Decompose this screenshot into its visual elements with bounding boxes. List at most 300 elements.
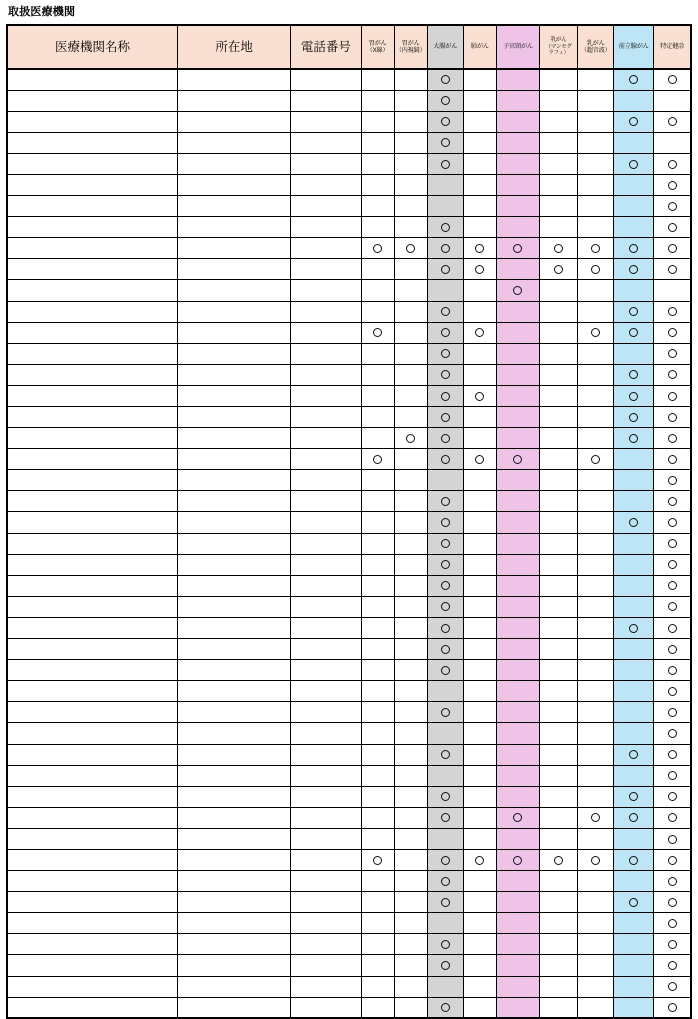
cell-phone-number xyxy=(291,364,361,385)
cell-colon xyxy=(427,934,463,955)
cell-lung xyxy=(463,132,496,153)
cell-stomach_x xyxy=(361,238,394,259)
circle-mark-icon xyxy=(475,856,484,865)
cell-lung xyxy=(463,533,496,554)
page-title: 取扱医療機関 xyxy=(8,6,76,18)
cell-stomach_x xyxy=(361,69,394,90)
cell-checkup xyxy=(654,533,691,554)
cell-address xyxy=(177,259,290,280)
cell-lung xyxy=(463,723,496,744)
circle-mark-icon xyxy=(668,181,677,190)
cell-stomach_x xyxy=(361,723,394,744)
cell-institution-name xyxy=(7,554,177,575)
table-row xyxy=(7,512,691,533)
cell-lung xyxy=(463,997,496,1018)
cell-prostate xyxy=(614,913,654,934)
cell-lung xyxy=(463,744,496,765)
cell-address xyxy=(177,280,290,301)
cell-institution-name xyxy=(7,407,177,428)
cell-phone-number xyxy=(291,217,361,238)
circle-mark-icon xyxy=(668,434,677,443)
column-header-breast_us: 乳がん （超音波） xyxy=(578,25,614,69)
circle-mark-icon xyxy=(629,750,638,759)
cell-stomach_x xyxy=(361,660,394,681)
circle-mark-icon xyxy=(441,117,450,126)
cell-institution-name xyxy=(7,807,177,828)
cell-prostate xyxy=(614,892,654,913)
cell-stomach_x xyxy=(361,765,394,786)
cell-colon xyxy=(427,449,463,470)
cell-breast_us xyxy=(578,807,614,828)
cell-stomach_x xyxy=(361,554,394,575)
cell-stomach_e xyxy=(394,111,427,132)
cell-cervix xyxy=(496,238,539,259)
cell-address xyxy=(177,512,290,533)
cell-institution-name xyxy=(7,681,177,702)
cell-breast_mg xyxy=(540,660,578,681)
column-header-lung: 肺がん xyxy=(463,25,496,69)
cell-checkup xyxy=(654,723,691,744)
circle-mark-icon xyxy=(629,813,638,822)
cell-address xyxy=(177,301,290,322)
circle-mark-icon xyxy=(441,750,450,759)
cell-breast_us xyxy=(578,132,614,153)
cell-checkup xyxy=(654,681,691,702)
cell-institution-name xyxy=(7,512,177,533)
cell-stomach_e xyxy=(394,533,427,554)
cell-address xyxy=(177,849,290,870)
table-row xyxy=(7,322,691,343)
cell-stomach_e xyxy=(394,217,427,238)
cell-cervix xyxy=(496,892,539,913)
table-header xyxy=(7,25,691,69)
cell-address xyxy=(177,153,290,174)
circle-mark-icon xyxy=(668,792,677,801)
cell-breast_mg xyxy=(540,744,578,765)
cell-breast_mg xyxy=(540,174,578,195)
cell-breast_mg xyxy=(540,575,578,596)
cell-stomach_e xyxy=(394,786,427,807)
cell-stomach_e xyxy=(394,892,427,913)
cell-prostate xyxy=(614,407,654,428)
cell-phone-number xyxy=(291,575,361,596)
cell-stomach_e xyxy=(394,301,427,322)
cell-phone-number xyxy=(291,111,361,132)
cell-checkup xyxy=(654,153,691,174)
circle-mark-icon xyxy=(591,328,600,337)
cell-stomach_e xyxy=(394,575,427,596)
cell-breast_us xyxy=(578,723,614,744)
cell-checkup xyxy=(654,744,691,765)
cell-checkup xyxy=(654,765,691,786)
table-row xyxy=(7,681,691,702)
cell-address xyxy=(177,69,290,90)
circle-mark-icon xyxy=(629,265,638,274)
cell-breast_mg xyxy=(540,217,578,238)
cell-breast_mg xyxy=(540,322,578,343)
cell-breast_us xyxy=(578,892,614,913)
cell-breast_us xyxy=(578,871,614,892)
cell-breast_us xyxy=(578,744,614,765)
circle-mark-icon xyxy=(629,117,638,126)
circle-mark-icon xyxy=(591,813,600,822)
cell-phone-number xyxy=(291,828,361,849)
cell-lung xyxy=(463,660,496,681)
cell-prostate xyxy=(614,871,654,892)
table-header-row xyxy=(7,25,691,69)
cell-prostate xyxy=(614,807,654,828)
cell-stomach_e xyxy=(394,132,427,153)
cell-address xyxy=(177,533,290,554)
circle-mark-icon xyxy=(629,392,638,401)
cell-breast_mg xyxy=(540,871,578,892)
circle-mark-icon xyxy=(629,434,638,443)
cell-colon xyxy=(427,322,463,343)
cell-stomach_e xyxy=(394,196,427,217)
cell-breast_mg xyxy=(540,913,578,934)
cell-colon xyxy=(427,153,463,174)
cell-breast_us xyxy=(578,955,614,976)
cell-lung xyxy=(463,596,496,617)
circle-mark-icon xyxy=(475,265,484,274)
circle-mark-icon xyxy=(629,856,638,865)
cell-stomach_x xyxy=(361,132,394,153)
circle-mark-icon xyxy=(668,539,677,548)
cell-checkup xyxy=(654,196,691,217)
cell-cervix xyxy=(496,259,539,280)
circle-mark-icon xyxy=(475,328,484,337)
cell-phone-number xyxy=(291,976,361,997)
cell-phone-number xyxy=(291,639,361,660)
cell-cervix xyxy=(496,744,539,765)
cell-checkup xyxy=(654,111,691,132)
table-row xyxy=(7,744,691,765)
cell-stomach_e xyxy=(394,470,427,491)
cell-colon xyxy=(427,554,463,575)
cell-institution-name xyxy=(7,90,177,111)
cell-stomach_x xyxy=(361,639,394,660)
cell-address xyxy=(177,174,290,195)
cell-lung xyxy=(463,976,496,997)
cell-cervix xyxy=(496,196,539,217)
circle-mark-icon xyxy=(668,202,677,211)
cell-address xyxy=(177,132,290,153)
table-row xyxy=(7,997,691,1018)
circle-mark-icon xyxy=(441,392,450,401)
circle-mark-icon xyxy=(668,961,677,970)
cell-institution-name xyxy=(7,871,177,892)
circle-mark-icon xyxy=(668,307,677,316)
cell-institution-name xyxy=(7,575,177,596)
column-header-stomach_e: 胃がん （内視鏡） xyxy=(394,25,427,69)
circle-mark-icon xyxy=(668,602,677,611)
circle-mark-icon xyxy=(441,223,450,232)
cell-colon xyxy=(427,828,463,849)
table-row xyxy=(7,343,691,364)
cell-lung xyxy=(463,807,496,828)
circle-mark-icon xyxy=(668,560,677,569)
circle-mark-icon xyxy=(441,349,450,358)
cell-phone-number xyxy=(291,617,361,638)
cell-breast_mg xyxy=(540,385,578,406)
cell-prostate xyxy=(614,575,654,596)
cell-stomach_x xyxy=(361,90,394,111)
cell-institution-name xyxy=(7,322,177,343)
cell-prostate xyxy=(614,428,654,449)
cell-breast_us xyxy=(578,997,614,1018)
cell-phone-number xyxy=(291,934,361,955)
circle-mark-icon xyxy=(441,75,450,84)
cell-checkup xyxy=(654,786,691,807)
cell-institution-name xyxy=(7,301,177,322)
table-row xyxy=(7,491,691,512)
cell-breast_us xyxy=(578,364,614,385)
cell-checkup xyxy=(654,596,691,617)
cell-checkup xyxy=(654,280,691,301)
circle-mark-icon xyxy=(513,856,522,865)
medical-institutions-table xyxy=(6,24,692,1019)
circle-mark-icon xyxy=(441,560,450,569)
cell-cervix xyxy=(496,153,539,174)
cell-lung xyxy=(463,512,496,533)
cell-stomach_x xyxy=(361,786,394,807)
cell-checkup xyxy=(654,322,691,343)
table-row xyxy=(7,470,691,491)
cell-phone-number xyxy=(291,301,361,322)
circle-mark-icon xyxy=(441,813,450,822)
cell-checkup xyxy=(654,554,691,575)
table-row xyxy=(7,428,691,449)
circle-mark-icon xyxy=(373,455,382,464)
cell-checkup xyxy=(654,892,691,913)
circle-mark-icon xyxy=(668,265,677,274)
circle-mark-icon xyxy=(406,244,415,253)
cell-stomach_x xyxy=(361,449,394,470)
cell-institution-name xyxy=(7,364,177,385)
cell-phone-number xyxy=(291,90,361,111)
cell-cervix xyxy=(496,428,539,449)
circle-mark-icon xyxy=(668,413,677,422)
cell-breast_mg xyxy=(540,807,578,828)
cell-institution-name xyxy=(7,913,177,934)
cell-address xyxy=(177,491,290,512)
table-row xyxy=(7,723,691,744)
cell-stomach_x xyxy=(361,533,394,554)
cell-breast_mg xyxy=(540,470,578,491)
cell-phone-number xyxy=(291,428,361,449)
circle-mark-icon xyxy=(591,265,600,274)
cell-cervix xyxy=(496,132,539,153)
cell-breast_us xyxy=(578,111,614,132)
cell-colon xyxy=(427,807,463,828)
cell-institution-name xyxy=(7,132,177,153)
circle-mark-icon xyxy=(629,792,638,801)
table-row xyxy=(7,913,691,934)
cell-cervix xyxy=(496,491,539,512)
cell-cervix xyxy=(496,913,539,934)
cell-institution-name xyxy=(7,449,177,470)
cell-checkup xyxy=(654,470,691,491)
cell-stomach_e xyxy=(394,744,427,765)
table-row xyxy=(7,660,691,681)
cell-phone-number xyxy=(291,702,361,723)
cell-cervix xyxy=(496,512,539,533)
cell-stomach_e xyxy=(394,259,427,280)
cell-address xyxy=(177,385,290,406)
cell-cervix xyxy=(496,364,539,385)
cell-stomach_e xyxy=(394,681,427,702)
circle-mark-icon xyxy=(441,160,450,169)
cell-phone-number xyxy=(291,871,361,892)
cell-colon xyxy=(427,301,463,322)
cell-lung xyxy=(463,913,496,934)
cell-stomach_x xyxy=(361,596,394,617)
cell-checkup xyxy=(654,259,691,280)
cell-cervix xyxy=(496,111,539,132)
cell-breast_mg xyxy=(540,849,578,870)
circle-mark-icon xyxy=(441,961,450,970)
cell-stomach_x xyxy=(361,259,394,280)
cell-phone-number xyxy=(291,723,361,744)
cell-phone-number xyxy=(291,892,361,913)
cell-phone-number xyxy=(291,132,361,153)
cell-prostate xyxy=(614,554,654,575)
cell-stomach_e xyxy=(394,934,427,955)
table-row xyxy=(7,575,691,596)
cell-address xyxy=(177,575,290,596)
column-header-stomach_x: 胃がん （X線） xyxy=(361,25,394,69)
cell-address xyxy=(177,892,290,913)
cell-cervix xyxy=(496,976,539,997)
cell-colon xyxy=(427,639,463,660)
circle-mark-icon xyxy=(629,898,638,907)
cell-stomach_e xyxy=(394,849,427,870)
cell-checkup xyxy=(654,174,691,195)
cell-colon xyxy=(427,407,463,428)
cell-stomach_x xyxy=(361,617,394,638)
cell-stomach_e xyxy=(394,913,427,934)
cell-cervix xyxy=(496,69,539,90)
cell-breast_us xyxy=(578,343,614,364)
circle-mark-icon xyxy=(629,413,638,422)
circle-mark-icon xyxy=(441,940,450,949)
cell-colon xyxy=(427,428,463,449)
cell-colon xyxy=(427,238,463,259)
circle-mark-icon xyxy=(373,856,382,865)
column-header-tel: 電話番号 xyxy=(291,25,361,69)
cell-cervix xyxy=(496,533,539,554)
cell-address xyxy=(177,976,290,997)
cell-breast_mg xyxy=(540,892,578,913)
cell-breast_mg xyxy=(540,259,578,280)
cell-stomach_e xyxy=(394,449,427,470)
cell-stomach_e xyxy=(394,997,427,1018)
cell-prostate xyxy=(614,786,654,807)
circle-mark-icon xyxy=(668,244,677,253)
cell-lung xyxy=(463,955,496,976)
circle-mark-icon xyxy=(441,455,450,464)
cell-prostate xyxy=(614,153,654,174)
cell-cervix xyxy=(496,765,539,786)
cell-cervix xyxy=(496,723,539,744)
column-header-prostate: 前立腺がん xyxy=(614,25,654,69)
cell-stomach_e xyxy=(394,280,427,301)
cell-checkup xyxy=(654,512,691,533)
cell-address xyxy=(177,428,290,449)
cell-checkup xyxy=(654,449,691,470)
cell-checkup xyxy=(654,807,691,828)
circle-mark-icon xyxy=(441,413,450,422)
cell-colon xyxy=(427,533,463,554)
cell-phone-number xyxy=(291,786,361,807)
table-row xyxy=(7,301,691,322)
cell-breast_us xyxy=(578,470,614,491)
cell-lung xyxy=(463,681,496,702)
cell-breast_mg xyxy=(540,407,578,428)
cell-stomach_e xyxy=(394,554,427,575)
cell-checkup xyxy=(654,871,691,892)
table-row xyxy=(7,153,691,174)
circle-mark-icon xyxy=(591,455,600,464)
cell-breast_mg xyxy=(540,132,578,153)
cell-stomach_x xyxy=(361,491,394,512)
cell-phone-number xyxy=(291,470,361,491)
cell-stomach_x xyxy=(361,301,394,322)
cell-cervix xyxy=(496,385,539,406)
cell-lung xyxy=(463,280,496,301)
cell-stomach_e xyxy=(394,639,427,660)
cell-breast_mg xyxy=(540,976,578,997)
cell-prostate xyxy=(614,449,654,470)
cell-institution-name xyxy=(7,660,177,681)
cell-stomach_e xyxy=(394,491,427,512)
cell-colon xyxy=(427,132,463,153)
circle-mark-icon xyxy=(668,223,677,232)
cell-address xyxy=(177,913,290,934)
cell-breast_mg xyxy=(540,617,578,638)
cell-prostate xyxy=(614,702,654,723)
cell-phone-number xyxy=(291,997,361,1018)
cell-breast_mg xyxy=(540,196,578,217)
cell-phone-number xyxy=(291,765,361,786)
cell-breast_mg xyxy=(540,238,578,259)
circle-mark-icon xyxy=(629,370,638,379)
cell-breast_mg xyxy=(540,512,578,533)
cell-institution-name xyxy=(7,470,177,491)
cell-breast_mg xyxy=(540,723,578,744)
circle-mark-icon xyxy=(441,328,450,337)
cell-checkup xyxy=(654,849,691,870)
circle-mark-icon xyxy=(373,328,382,337)
cell-colon xyxy=(427,892,463,913)
cell-colon xyxy=(427,280,463,301)
cell-address xyxy=(177,449,290,470)
circle-mark-icon xyxy=(668,1003,677,1012)
cell-stomach_x xyxy=(361,153,394,174)
table-row xyxy=(7,976,691,997)
cell-stomach_e xyxy=(394,512,427,533)
cell-cervix xyxy=(496,217,539,238)
cell-breast_us xyxy=(578,322,614,343)
circle-mark-icon xyxy=(475,392,484,401)
table-body xyxy=(7,69,691,1018)
cell-address xyxy=(177,196,290,217)
table-row xyxy=(7,871,691,892)
circle-mark-icon xyxy=(668,982,677,991)
cell-phone-number xyxy=(291,955,361,976)
cell-prostate xyxy=(614,533,654,554)
cell-institution-name xyxy=(7,617,177,638)
